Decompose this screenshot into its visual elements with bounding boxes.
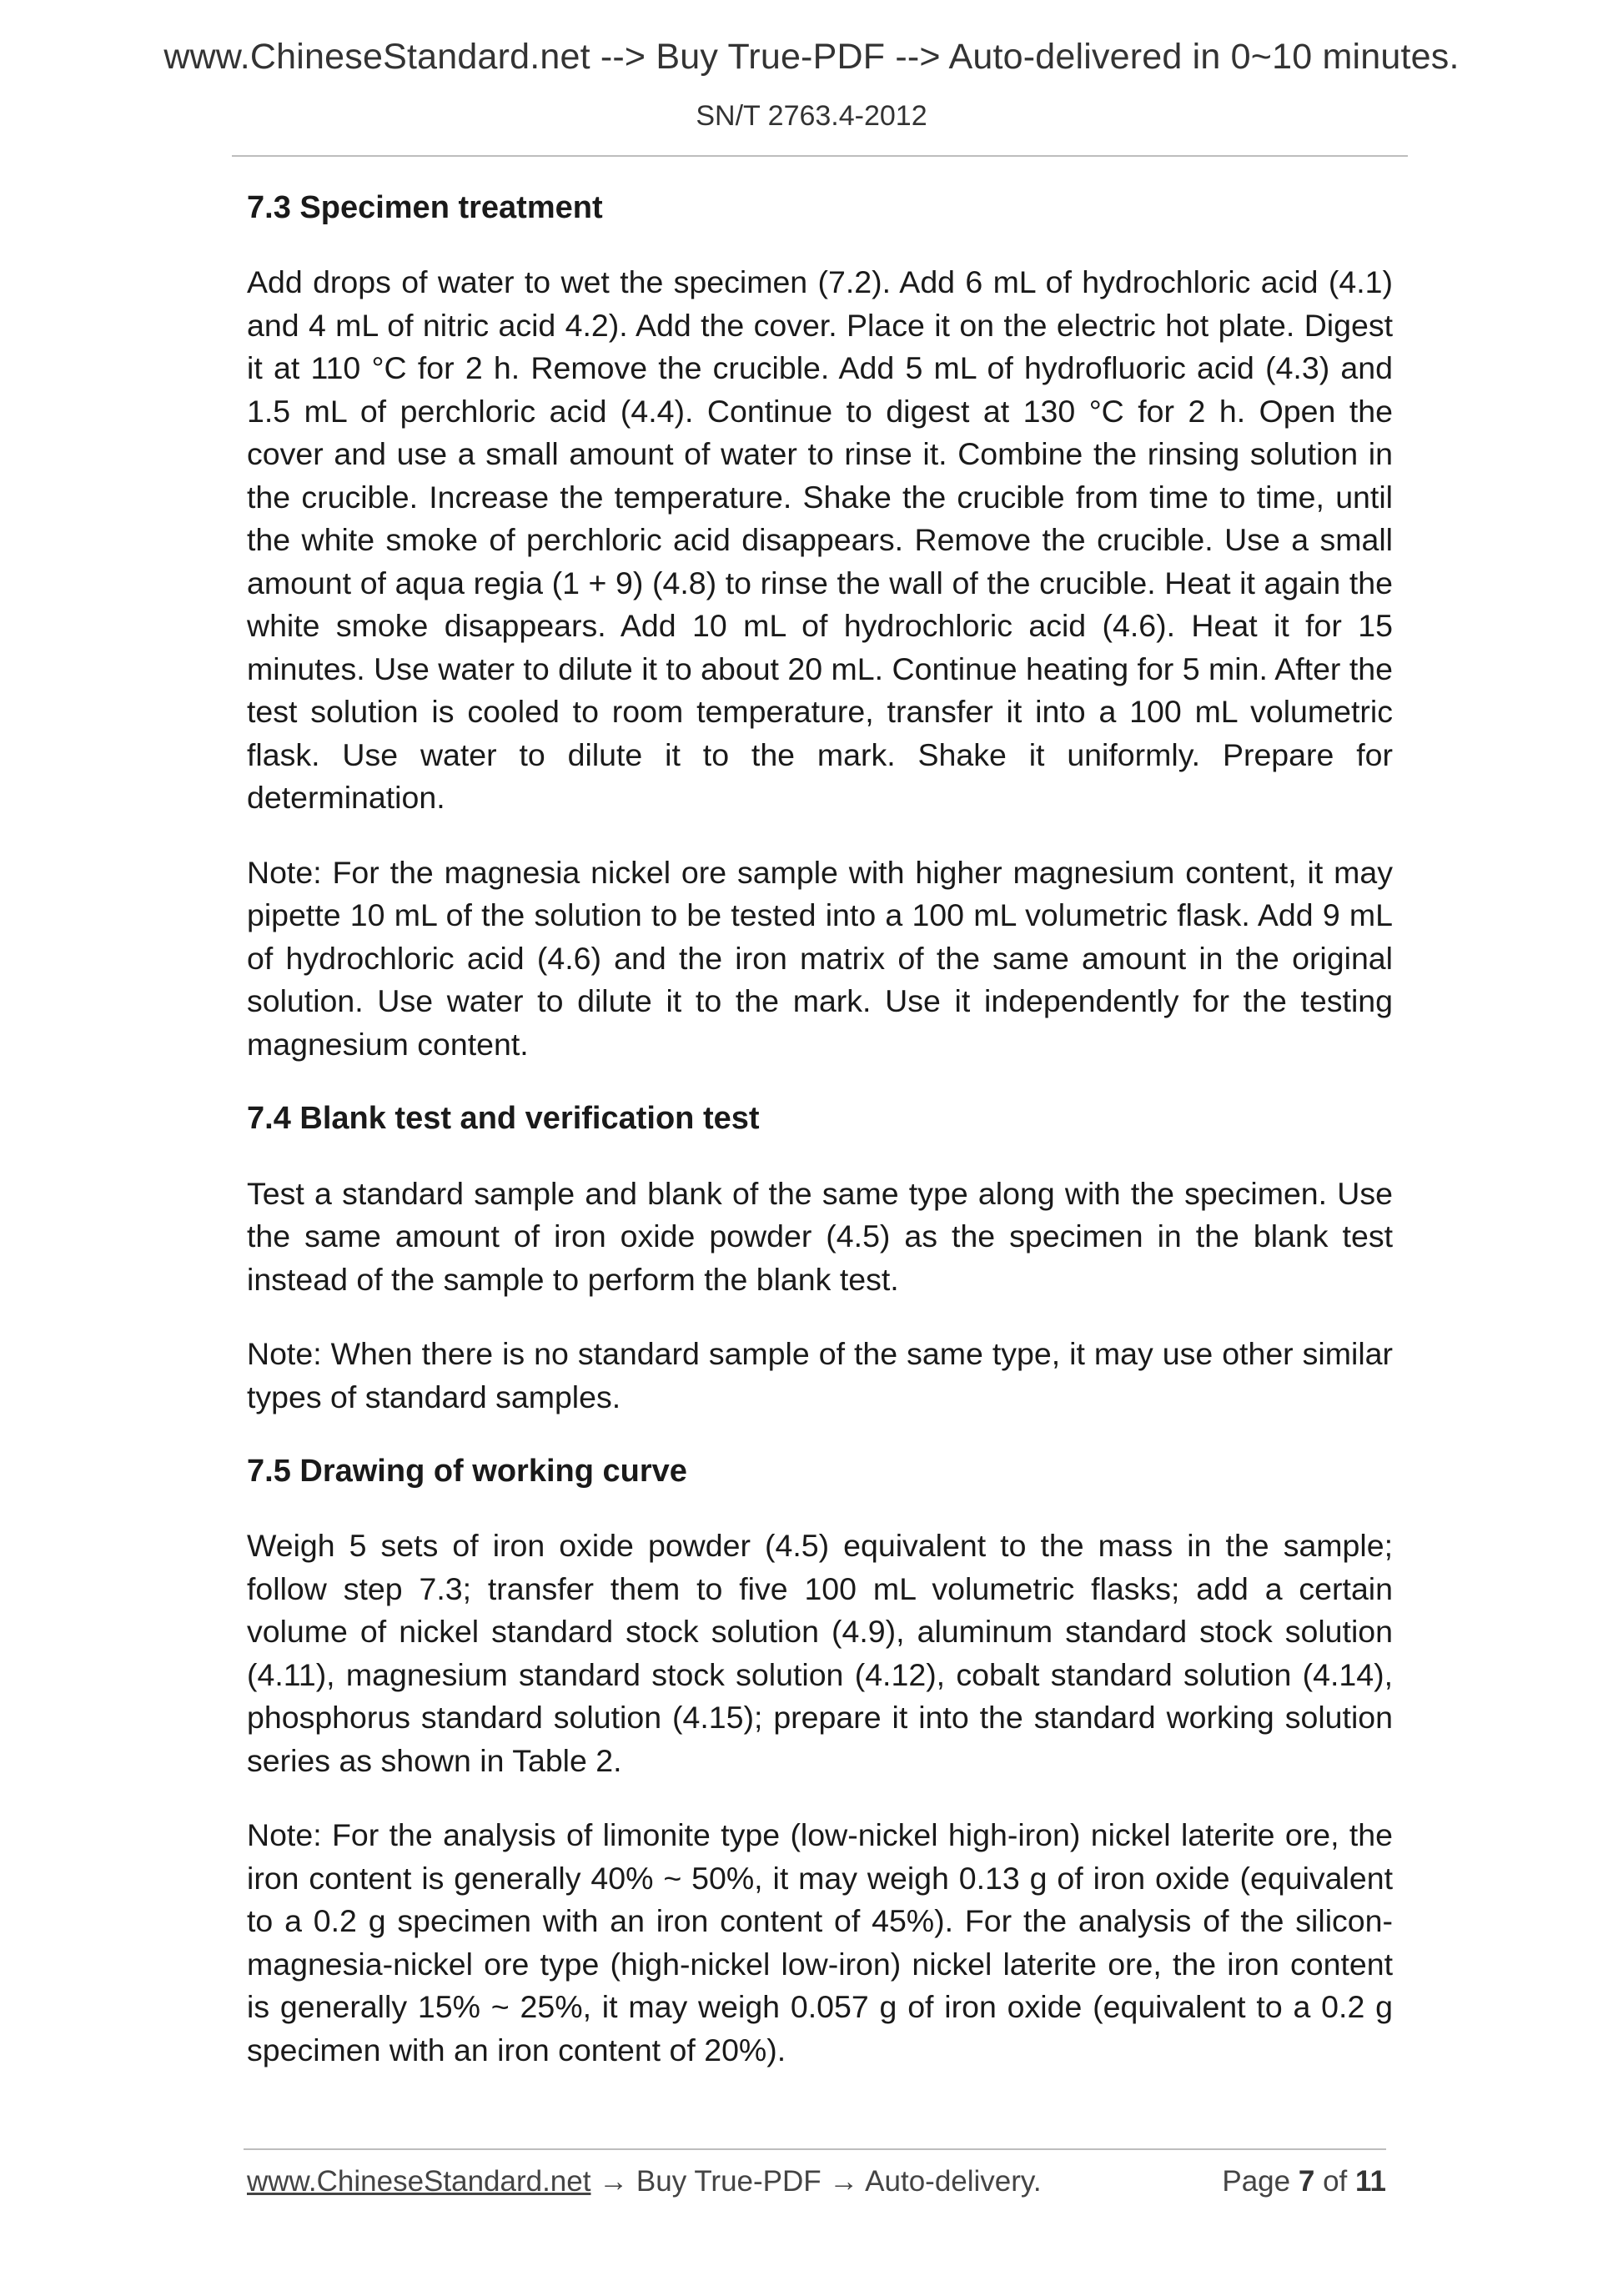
page-footer [247, 2165, 1386, 2198]
top-banner: www.ChineseStandard.net --> Buy True-PDF --> Auto-delivered in 0~10 minutes. [163, 37, 1460, 77]
section-working-curve [247, 1450, 1393, 2072]
section-heading: 7.4 Blank test and verification test [247, 1101, 760, 1137]
paragraph: Add drops of water to wet the specimen (7.2). Add 6 mL of hydrochloric acid (4.1) and 4 mL of nitric acid 4.2). Add the cover. Place it on the electric hot plate. Digest it at 110 °C for 2 h. Remove the crucible. Add 5 mL of hydrofluoric acid (4.3) and 1.5 mL of perchloric acid (4.4). Continue to digest at 130 °C for 2 h. Open the cover and use a small amount of water to rinse it. Combine the rinsing solution in the crucible. Increase the temperature. Shake the crucible from time to time, until the white smoke of perchloric acid disappears. Remove the crucible. Use a small amount of aqua regia (1 + 9) (4.8) to rinse the wall of the crucible. Heat it again the white smoke disappears. Add 10 mL of hydrochloric acid (4.6). Heat it for 15 minutes. Use water to dilute it to about 20 mL. Continue heating for 5 min. After the test solution is cooled to room temperature, transfer it into a 100 mL volumetric flask. Use water to dilute it to the mark. Shake it uniformly. Prepare for determination. [247, 264, 1393, 816]
page-indicator [1222, 2165, 1386, 2198]
paragraph: Weigh 5 sets of iron oxide powder (4.5) equivalent to the mass in the sample; follow step 7.3; transfer them to five 100 mL volumetric flasks; add a certain volume of nickel standard stock solution (4.9), aluminum standard stock solution (4.11), magnesium standard stock solution (4.12), cobalt standard solution (4.14), phosphorus standard solution (4.15); prepare it into the standard working solution series as shown in Table 2. [247, 1528, 1393, 1778]
page-number: 7 [1298, 2165, 1315, 2198]
paragraph: Test a standard sample and blank of the same type along with the specimen. Use the same amount of iron oxide powder (4.5) as the specimen in the blank test instead of the sample to perform the blank test. [247, 1175, 1393, 1297]
section-heading: 7.3 Specimen treatment [247, 190, 603, 225]
section-specimen-treatment [247, 187, 1393, 1066]
standard-code: SN/T 2763.4-2012 [696, 100, 927, 132]
footer-site-link[interactable]: www.ChineseStandard.net [247, 2165, 591, 2198]
note-paragraph: Note: For the analysis of limonite type (low-nickel high-iron) nickel laterite ore, the iron content is generally 40% ~ 50%, it may weigh 0.13 g of iron oxide (equivalent to a 0.2 g specimen with an iron content of 45%). For the analysis of the silicon-magnesia-nickel ore type (high-nickel low-iron) nickel laterite ore, the iron content is generally 15% ~ 25%, it may weigh 0.057 g of iron oxide (equivalent to a 0.2 g specimen with an iron content of 20%). [247, 1817, 1393, 2067]
of-word: of [1323, 2165, 1348, 2198]
footer-tagline: → Buy True-PDF → Auto-delivery. [599, 2165, 1042, 2198]
note-paragraph: Note: For the magnesia nickel ore sample with higher magnesium content, it may pipette 10 mL of the solution to be tested into a 100 mL volumetric flask. Add 9 mL of hydrochloric acid (4.6) and the iron matrix of the same amount in the original solution. Use water to dilute it to the mark. Use it independently for the testing magnesium content. [247, 854, 1393, 1062]
section-blank-test [247, 1098, 1393, 1419]
footer-left [247, 2165, 1042, 2198]
note-paragraph: Note: When there is no standard sample of the same type, it may use other similar types of standard samples. [247, 1336, 1393, 1414]
section-heading: 7.5 Drawing of working curve [247, 1454, 687, 1490]
document-body [247, 187, 1393, 2103]
header-divider [232, 155, 1408, 157]
page-total: 11 [1355, 2165, 1386, 2198]
footer-divider [244, 2148, 1386, 2150]
page-word: Page [1222, 2165, 1291, 2198]
